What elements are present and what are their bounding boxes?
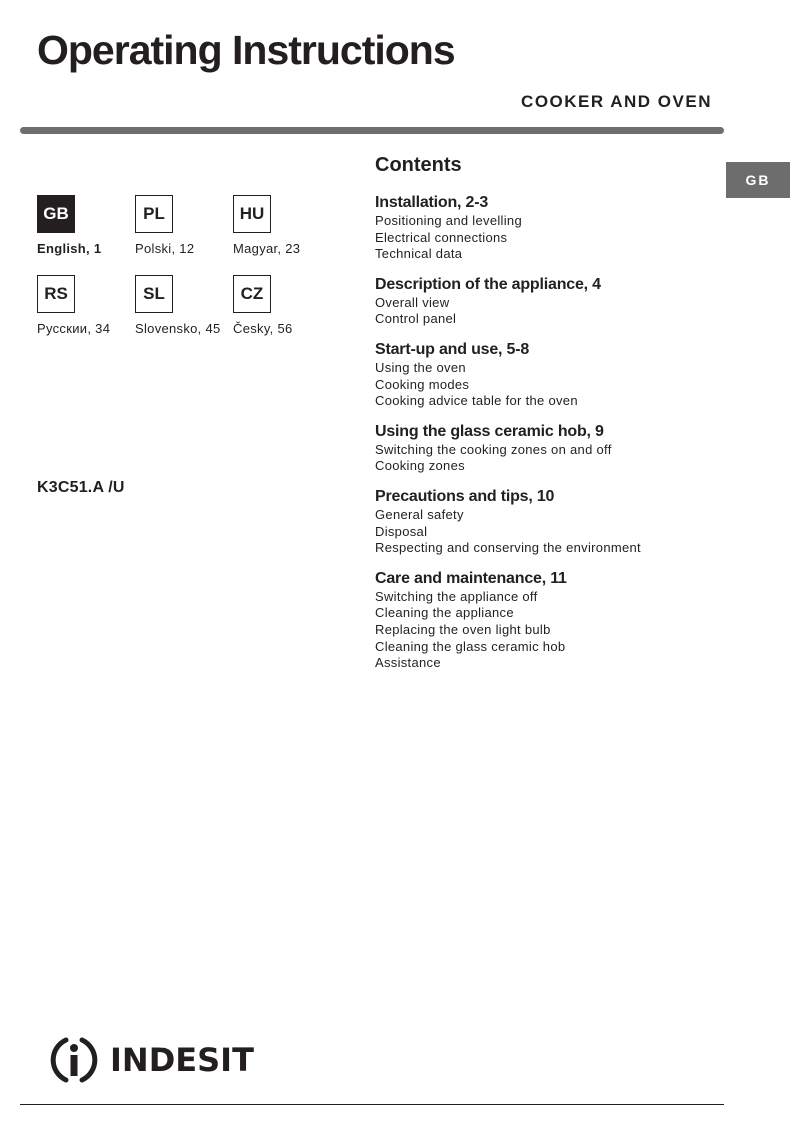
section-item[interactable]: Switching the cooking zones on and off	[375, 441, 612, 457]
table-of-contents	[375, 153, 705, 684]
language-label: Magyar, 23	[233, 241, 301, 256]
section-title[interactable]: Description of the appliance, 4	[375, 275, 601, 293]
language-tab: GB	[726, 162, 790, 198]
brand-logo	[46, 1032, 254, 1088]
language-code: HU	[233, 195, 271, 233]
language-code: GB	[37, 195, 75, 233]
document-subtitle: COOKER AND OVEN	[521, 92, 712, 111]
header-divider	[20, 127, 724, 134]
section-item[interactable]: Overall view	[375, 294, 450, 310]
language-code: PL	[135, 195, 173, 233]
language-code: RS	[37, 275, 75, 313]
section-item[interactable]: Assistance	[375, 655, 441, 671]
section-title[interactable]: Precautions and tips, 10	[375, 487, 555, 505]
brand-name: INDESIT	[110, 1041, 254, 1079]
language-entry-gb[interactable]	[37, 195, 135, 256]
section-item[interactable]: Technical data	[375, 246, 463, 262]
language-label: Polski, 12	[135, 241, 195, 256]
contents-section-description	[375, 275, 705, 328]
language-entry-cz[interactable]	[233, 275, 331, 336]
section-item[interactable]: Cooking advice table for the oven	[375, 393, 578, 409]
section-item[interactable]: Cooking zones	[375, 458, 465, 474]
section-title[interactable]: Start-up and use, 5-8	[375, 340, 530, 358]
section-title[interactable]: Installation, 2-3	[375, 194, 489, 211]
section-item[interactable]: Cleaning the appliance	[375, 605, 514, 621]
language-code: SL	[135, 275, 173, 313]
language-label: English, 1	[37, 241, 102, 256]
contents-section-hob	[375, 422, 705, 475]
section-item[interactable]: Positioning and levelling	[375, 213, 522, 228]
contents-section-precautions	[375, 487, 705, 557]
language-entry-pl[interactable]	[135, 195, 233, 256]
section-item[interactable]: Electrical connections	[375, 229, 508, 245]
language-label: Русскии, 34	[37, 321, 111, 336]
footer-divider	[20, 1104, 724, 1105]
section-item[interactable]: Cooking modes	[375, 376, 470, 392]
page-title: Operating Instructions	[37, 27, 455, 73]
section-item[interactable]: Replacing the oven light bulb	[375, 621, 551, 637]
language-entry-rs[interactable]	[37, 275, 135, 336]
language-entry-sl[interactable]	[135, 275, 233, 336]
section-item[interactable]: Respecting and conserving the environment	[375, 540, 641, 556]
contents-section-care	[375, 569, 705, 672]
section-title[interactable]: Care and maintenance, 11	[375, 569, 567, 587]
language-code: CZ	[233, 275, 271, 313]
section-item[interactable]: Control panel	[375, 311, 457, 327]
section-item[interactable]: General safety	[375, 506, 464, 522]
indesit-logo-icon	[46, 1032, 102, 1088]
contents-section-startup	[375, 340, 705, 410]
language-label: Česky, 56	[233, 321, 293, 336]
section-item[interactable]: Using the oven	[375, 359, 466, 375]
section-title[interactable]: Using the glass ceramic hob, 9	[375, 422, 604, 440]
section-item[interactable]: Disposal	[375, 523, 428, 539]
contents-heading: Contents	[375, 154, 462, 176]
model-number: K3C51.A /U	[37, 479, 125, 496]
language-entry-hu[interactable]	[233, 195, 331, 256]
contents-section-installation	[375, 193, 705, 263]
language-label: Slovensko, 45	[135, 321, 221, 336]
section-item[interactable]: Switching the appliance off	[375, 588, 538, 604]
section-item[interactable]: Cleaning the glass ceramic hob	[375, 638, 566, 654]
